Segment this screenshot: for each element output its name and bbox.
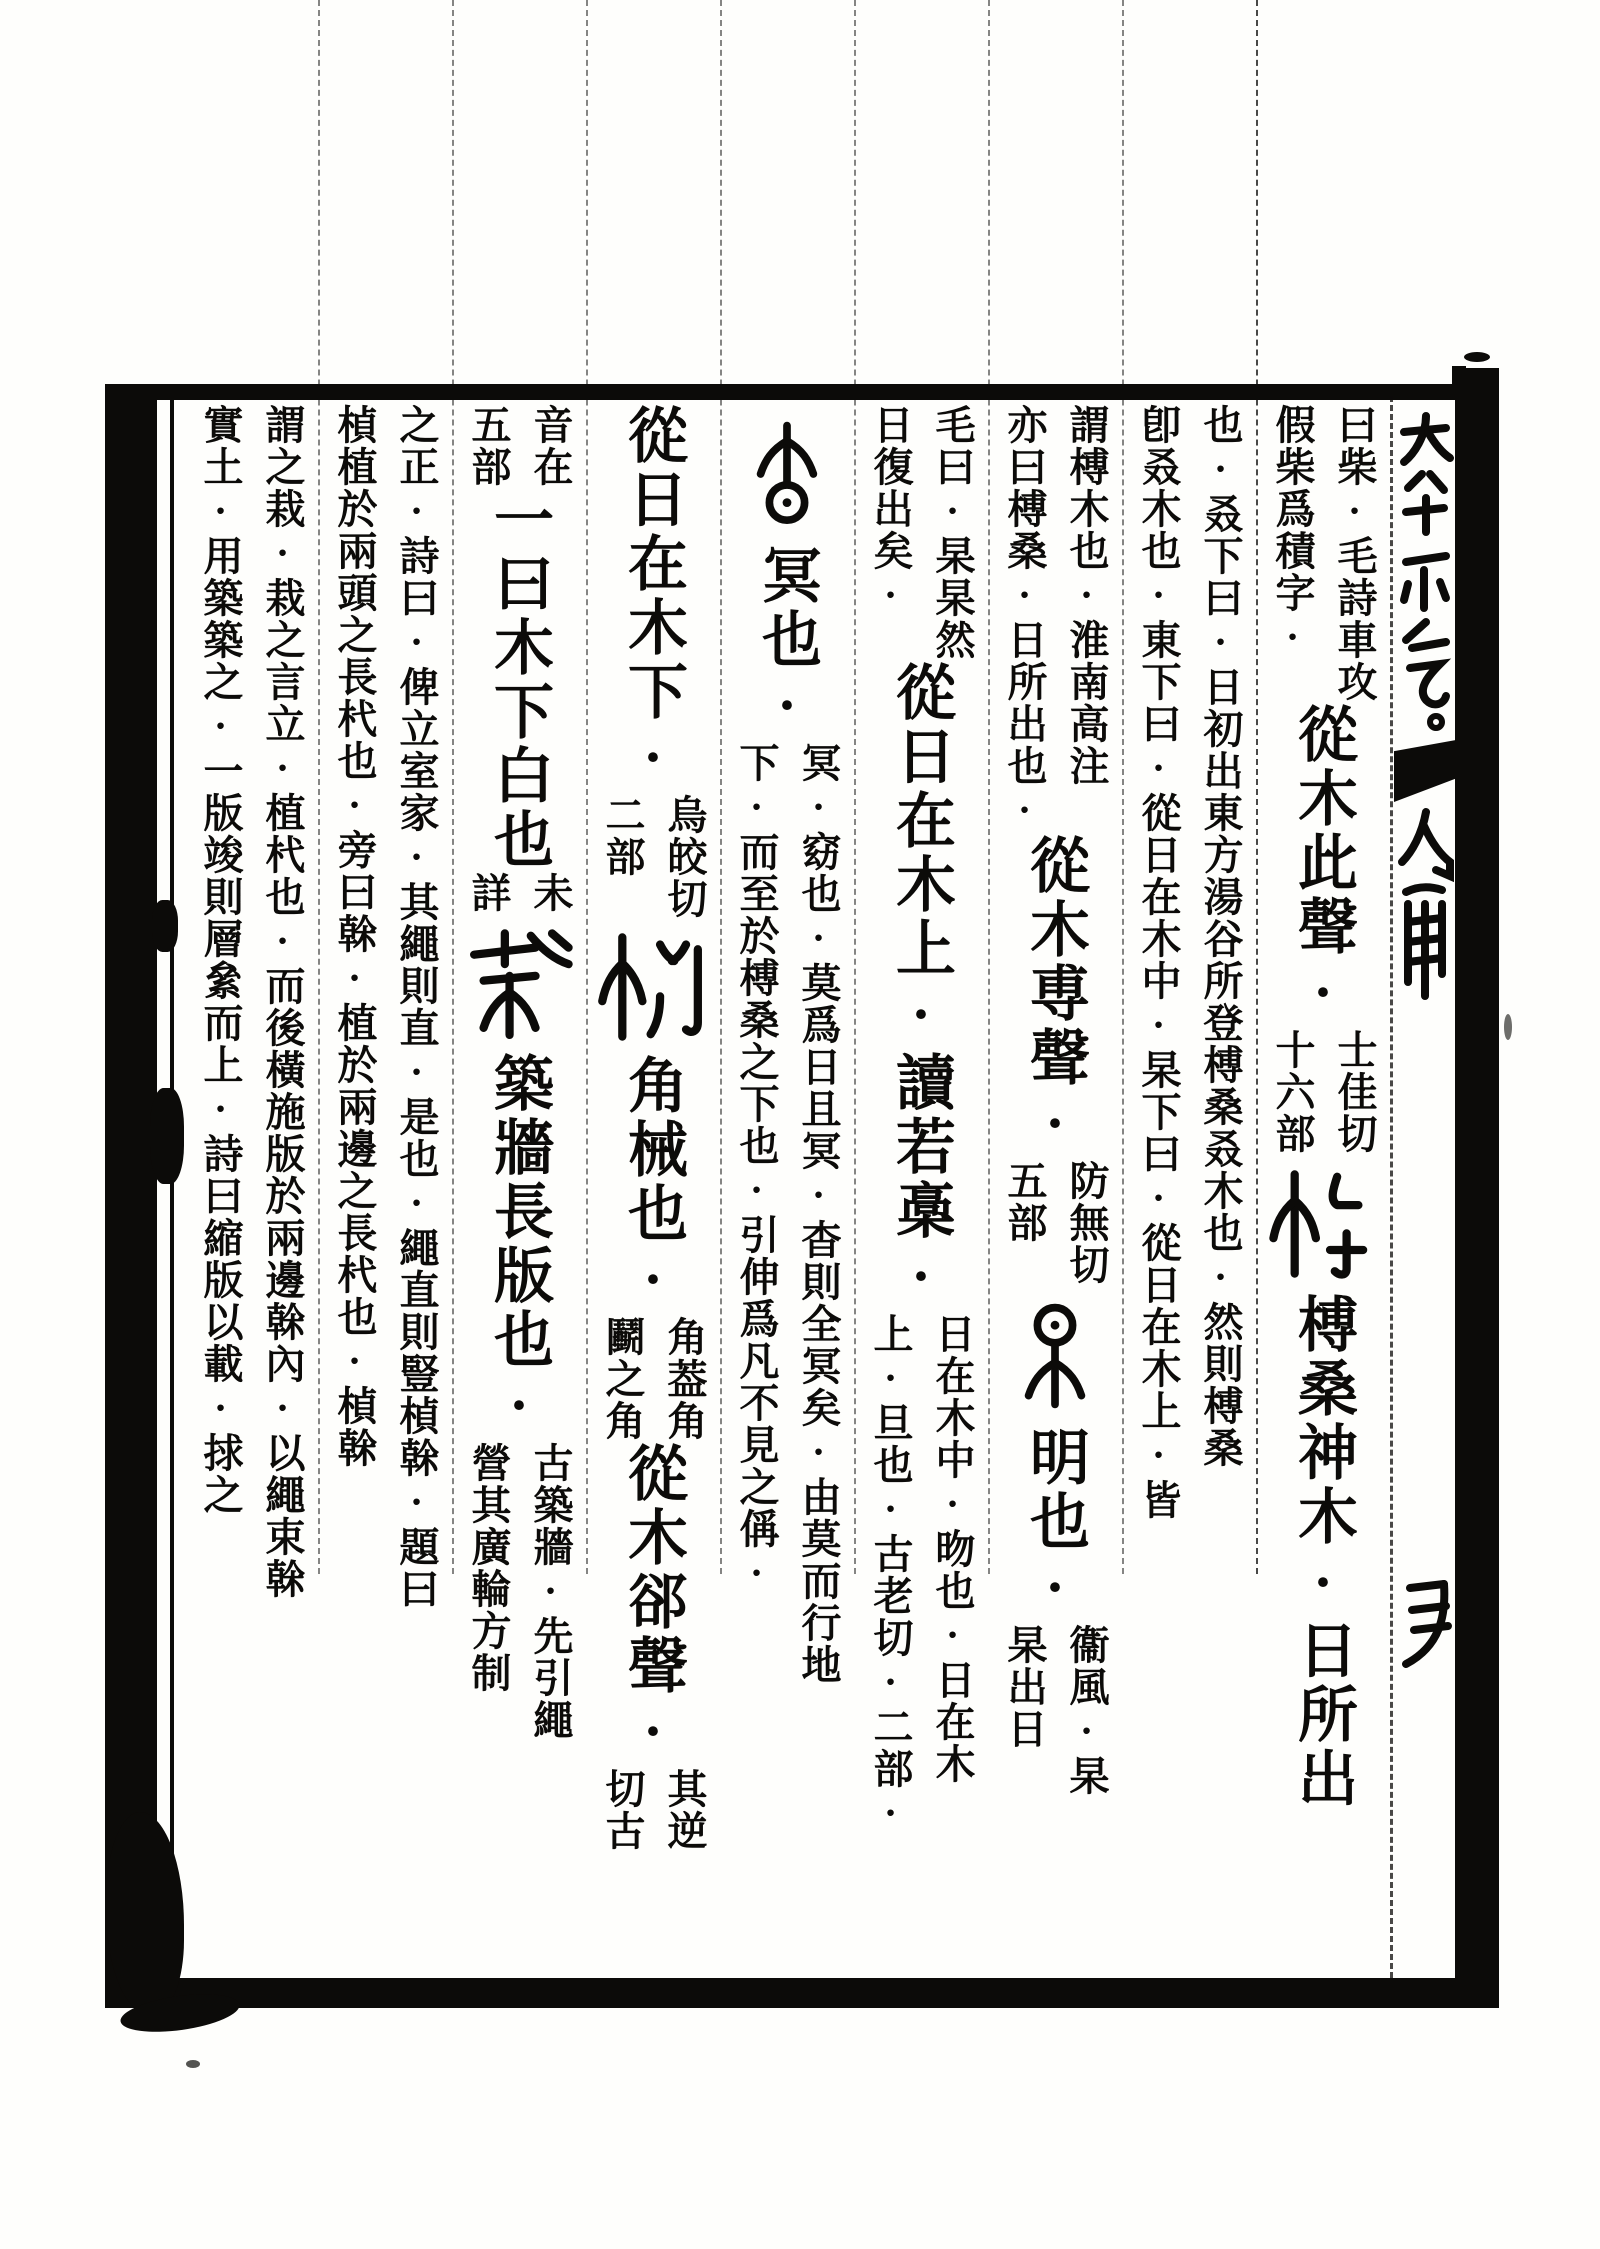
- fanqie-right: 防無切: [1064, 1160, 1109, 1286]
- commentary-right: 謂之栽·栽之言立·植杙也·而後橫施版於兩邊榦內·以繩束榦: [260, 404, 305, 1600]
- seal-glyph-yao: [720, 404, 854, 544]
- commentary-pair: [318, 404, 452, 1610]
- seal-glyph-fu: [1256, 1155, 1390, 1293]
- volume-label: [1396, 806, 1454, 1006]
- ink-speck: [1464, 352, 1490, 362]
- commentary-pair: [586, 1316, 720, 1442]
- commentary-right: 也·叒下曰·日初出東方湯谷所登榑桑叒木也·然則榑桑: [1198, 404, 1243, 1469]
- commentary-right: 冥·窈也·莫爲日且冥·杳則全冥矣·由莫而行地: [796, 742, 841, 1686]
- commentary-pair: [452, 1442, 586, 1741]
- commentary-pair: [988, 1624, 1122, 1797]
- commentary-right: 謂榑木也·淮南高注: [1064, 404, 1109, 787]
- frame-border-bottom: [105, 1978, 1485, 2008]
- margin-divider-rule: [1390, 396, 1393, 1978]
- frame-border-left: [105, 384, 157, 2008]
- commentary-pair: [1256, 404, 1390, 703]
- main-text: 築牆長版也·: [486, 1052, 552, 1442]
- main-text: 從木郤聲·: [620, 1442, 686, 1768]
- text-column-6: [586, 404, 720, 1978]
- fanqie-pair: [586, 1768, 720, 1852]
- fanqie-pair: [1256, 1029, 1390, 1155]
- commentary-right: 未: [528, 872, 573, 914]
- main-text: 一曰木下白也: [486, 488, 552, 872]
- commentary-right: 角葢角: [662, 1316, 707, 1442]
- fanqie-left: 五部: [1002, 1160, 1047, 1244]
- commentary-left: 假柴爲積字·: [1270, 404, 1315, 661]
- commentary-pair: [988, 404, 1122, 834]
- commentary-right: 毛曰·杲杲然: [930, 404, 975, 661]
- text-column-2: [1122, 404, 1256, 1978]
- seal-glyph-zai: [452, 914, 586, 1052]
- frame-border-top: [105, 384, 1477, 400]
- folio-margin-strip: [1396, 396, 1454, 1978]
- text-block: [181, 404, 1390, 1978]
- commentary-right: 曰柴·毛詩車攻: [1332, 404, 1377, 703]
- commentary-pair: [452, 404, 586, 488]
- commentary-pair: [720, 742, 854, 1686]
- ink-speck: [1504, 1014, 1512, 1040]
- frame-border-right: [1455, 368, 1499, 2008]
- ink-blot: [1452, 366, 1466, 388]
- commentary-pair: [854, 404, 988, 661]
- commentary-left: 鬬之角: [600, 1316, 645, 1442]
- commentary-left: 杲出日: [1002, 1624, 1047, 1750]
- commentary-pair: [184, 404, 318, 1600]
- text-column-8: [318, 404, 452, 1978]
- ink-blot: [152, 900, 178, 952]
- fanqie-right: 其逆: [662, 1768, 707, 1852]
- commentary-left: 營其廣輪方制: [466, 1442, 511, 1694]
- commentary-left: 卽叒木也·東下曰·從日在木中·杲下曰·從日在木上·皆: [1136, 404, 1181, 1521]
- commentary-left: 詳: [466, 872, 511, 914]
- commentary-left: 亦曰榑桑·日所出也·: [1002, 404, 1047, 834]
- text-column-7: [452, 404, 586, 1978]
- fanqie-left: 二部: [600, 794, 645, 878]
- text-column-1: [1256, 404, 1390, 1978]
- commentary-right: 衞風·杲: [1064, 1624, 1109, 1797]
- fanqie-left: 切古: [600, 1768, 645, 1852]
- commentary-left: 下·而至於榑桑之下也·引伸爲凡不見之偁·: [734, 742, 779, 1597]
- main-text: 從木此聲·: [1290, 703, 1356, 1029]
- commentary-left: 上·旦也·古老切·二部·: [868, 1313, 913, 1837]
- text-column-5: [720, 404, 854, 1978]
- fanqie-right: 烏皎切: [662, 794, 707, 920]
- seal-glyph-xi: [586, 920, 720, 1054]
- ink-blot: [150, 1088, 184, 1184]
- handwritten-tally-mark: [1396, 1576, 1454, 1676]
- fanqie-left: 十六部: [1270, 1029, 1315, 1155]
- text-column-4: [854, 404, 988, 1978]
- main-text: 角械也·: [620, 1054, 686, 1316]
- main-text: 從日在木上·讀若槀·: [888, 661, 954, 1313]
- commentary-pair: [854, 1313, 988, 1837]
- fanqie-pair: [988, 1160, 1122, 1286]
- text-column-9: [184, 404, 318, 1978]
- ink-speck: [186, 2060, 200, 2068]
- main-text: 從木尃聲·: [1022, 834, 1088, 1160]
- frame-inner-rule-left: [170, 396, 174, 1986]
- commentary-right: 古築牆·先引繩: [528, 1442, 573, 1741]
- main-text: 榑桑神木·日所出: [1290, 1293, 1356, 1811]
- commentary-left: 楨植於兩頭之長杙也·旁曰榦·植於兩邊之長杙也·楨榦: [332, 404, 377, 1469]
- text-column-3: [988, 404, 1122, 1978]
- commentary-left: 日復出矣·: [868, 404, 913, 619]
- commentary-left: 五部: [466, 404, 511, 488]
- commentary-right: 音在: [528, 404, 573, 488]
- commentary-pair: [1122, 404, 1256, 1521]
- commentary-right: 日在木中·昒也·日在木: [930, 1313, 975, 1785]
- commentary-left: 實土·用築築之·一版竣則層絫而上·詩曰縮版以載·捄之: [198, 404, 243, 1516]
- fanqie-right: 士佳切: [1332, 1029, 1377, 1155]
- commentary-pair: [452, 872, 586, 914]
- main-text: 從日在木下·: [620, 404, 686, 794]
- commentary-right: 之正·詩曰·俾立室家·其繩則直·是也·繩直則豎楨榦·題曰: [394, 404, 439, 1610]
- handwritten-note-lower: [1396, 556, 1454, 846]
- seal-glyph-gao: [988, 1286, 1122, 1426]
- fanqie-pair: [586, 794, 720, 920]
- main-text: 明也·: [1022, 1426, 1088, 1624]
- main-text: 冥也·: [754, 544, 820, 742]
